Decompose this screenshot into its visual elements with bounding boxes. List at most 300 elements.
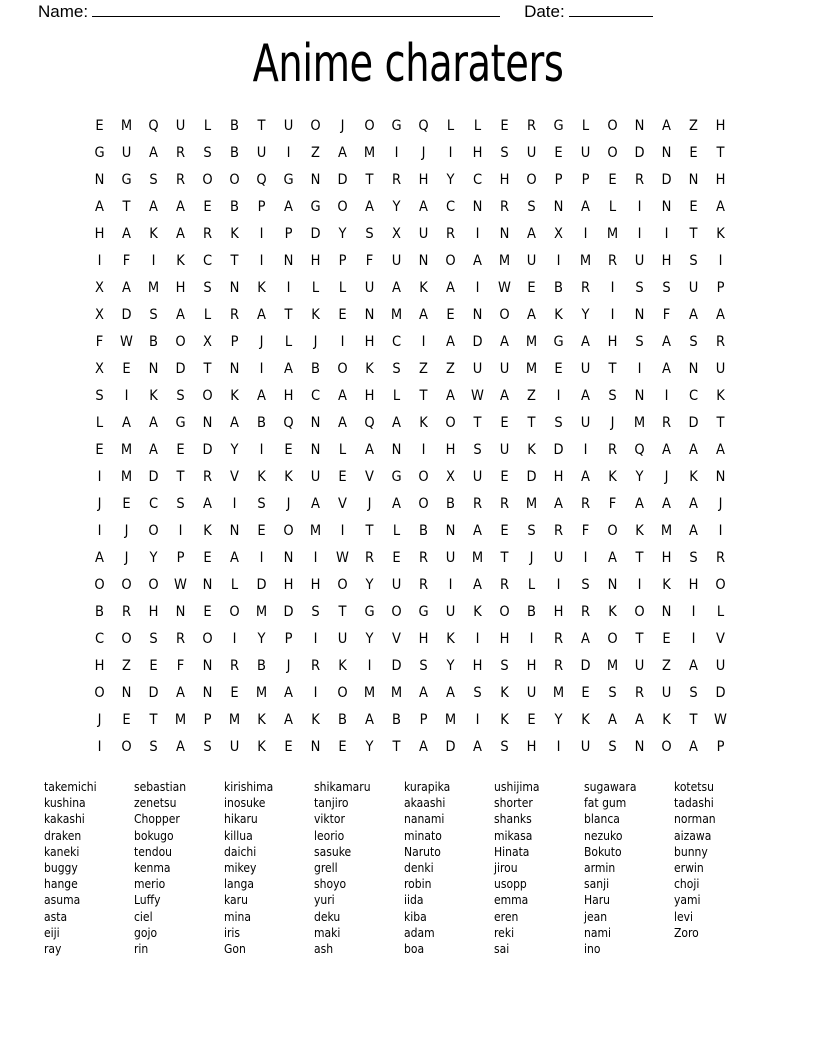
word-list-item[interactable]: nami <box>584 925 611 940</box>
grid-letter[interactable]: A <box>446 280 455 296</box>
grid-letter[interactable]: U <box>229 739 240 755</box>
grid-letter[interactable]: N <box>283 253 294 269</box>
grid-letter[interactable]: I <box>664 388 669 404</box>
grid-letter[interactable]: S <box>689 685 698 701</box>
word-list-item[interactable]: karu <box>224 893 248 908</box>
grid-letter[interactable]: A <box>365 712 374 728</box>
word-list-item[interactable]: shorter <box>494 796 533 811</box>
grid-letter[interactable]: T <box>635 631 644 647</box>
grid-letter[interactable]: O <box>364 118 375 134</box>
grid-letter[interactable]: A <box>581 469 590 485</box>
grid-letter[interactable]: A <box>176 226 185 242</box>
grid-letter[interactable]: I <box>97 469 102 485</box>
grid-letter[interactable]: R <box>634 172 645 188</box>
grid-letter[interactable]: K <box>554 307 563 323</box>
grid-letter[interactable]: R <box>580 496 591 512</box>
grid-letter[interactable]: E <box>95 442 104 458</box>
word-list-item[interactable]: shoyo <box>314 877 347 892</box>
grid-letter[interactable]: T <box>338 604 347 620</box>
grid-letter[interactable]: Z <box>122 658 131 674</box>
word-list-item[interactable]: shanks <box>494 812 532 827</box>
grid-letter[interactable]: I <box>97 253 102 269</box>
grid-letter[interactable]: U <box>526 145 537 161</box>
grid-letter[interactable]: O <box>418 469 429 485</box>
grid-letter[interactable]: V <box>338 496 347 512</box>
grid-letter[interactable]: E <box>392 550 401 566</box>
grid-letter[interactable]: J <box>664 469 669 485</box>
grid-letter[interactable]: T <box>257 118 266 134</box>
grid-letter[interactable]: A <box>716 442 725 458</box>
grid-letter[interactable]: I <box>448 577 453 593</box>
grid-letter[interactable]: S <box>500 658 509 674</box>
grid-letter[interactable]: I <box>421 442 426 458</box>
grid-letter[interactable]: E <box>122 361 131 377</box>
grid-letter[interactable]: A <box>689 739 698 755</box>
grid-letter[interactable]: U <box>688 280 699 296</box>
grid-letter[interactable]: A <box>689 658 698 674</box>
grid-letter[interactable]: A <box>122 280 131 296</box>
grid-letter[interactable]: R <box>499 199 510 215</box>
grid-letter[interactable]: E <box>284 739 293 755</box>
grid-letter[interactable]: I <box>448 145 453 161</box>
grid-letter[interactable]: A <box>473 523 482 539</box>
word-list-item[interactable]: mikasa <box>494 828 533 843</box>
word-list-item[interactable]: denki <box>404 860 434 875</box>
grid-letter[interactable]: R <box>121 604 132 620</box>
grid-letter[interactable]: L <box>392 388 401 404</box>
grid-letter[interactable]: D <box>553 442 564 458</box>
grid-letter[interactable]: L <box>311 280 320 296</box>
grid-letter[interactable]: N <box>175 604 186 620</box>
grid-letter[interactable]: S <box>608 685 617 701</box>
grid-letter[interactable]: V <box>392 631 401 647</box>
grid-letter[interactable]: K <box>149 388 158 404</box>
grid-letter[interactable]: N <box>391 442 402 458</box>
grid-letter[interactable]: A <box>284 199 293 215</box>
grid-letter[interactable]: O <box>148 523 159 539</box>
grid-letter[interactable]: Z <box>689 118 698 134</box>
grid-letter[interactable]: R <box>364 550 375 566</box>
grid-letter[interactable]: R <box>418 550 429 566</box>
grid-letter[interactable]: U <box>364 280 375 296</box>
grid-letter[interactable]: A <box>527 226 536 242</box>
grid-letter[interactable]: E <box>122 496 131 512</box>
grid-letter[interactable]: B <box>257 658 266 674</box>
grid-letter[interactable]: H <box>661 550 672 566</box>
grid-letter[interactable]: J <box>610 415 615 431</box>
word-list-item[interactable]: ushijima <box>494 780 540 794</box>
grid-letter[interactable]: Q <box>256 172 267 188</box>
grid-letter[interactable]: W <box>120 334 133 350</box>
grid-letter[interactable]: A <box>689 496 698 512</box>
word-list-item[interactable]: kakashi <box>44 812 85 827</box>
grid-letter[interactable]: U <box>418 226 429 242</box>
grid-letter[interactable]: T <box>689 712 698 728</box>
grid-letter[interactable]: P <box>419 712 428 728</box>
grid-letter[interactable]: N <box>229 523 240 539</box>
grid-letter[interactable]: Y <box>365 577 374 593</box>
grid-letter[interactable]: R <box>175 631 186 647</box>
grid-letter[interactable]: H <box>526 739 537 755</box>
grid-letter[interactable]: R <box>229 307 240 323</box>
grid-letter[interactable]: J <box>421 145 426 161</box>
grid-letter[interactable]: I <box>637 199 642 215</box>
grid-letter[interactable]: G <box>283 172 294 188</box>
word-list-item[interactable]: blanca <box>584 812 620 827</box>
grid-letter[interactable]: U <box>337 631 348 647</box>
grid-letter[interactable]: H <box>553 469 564 485</box>
grid-letter[interactable]: H <box>472 658 483 674</box>
grid-letter[interactable]: S <box>149 172 158 188</box>
grid-letter[interactable]: H <box>715 172 726 188</box>
grid-letter[interactable]: K <box>365 361 374 377</box>
grid-letter[interactable]: Q <box>364 415 375 431</box>
grid-letter[interactable]: D <box>634 145 645 161</box>
grid-letter[interactable]: S <box>473 442 482 458</box>
grid-letter[interactable]: J <box>718 496 723 512</box>
grid-letter[interactable]: A <box>662 361 671 377</box>
grid-letter[interactable]: H <box>94 658 105 674</box>
grid-letter[interactable]: E <box>662 631 671 647</box>
grid-letter[interactable]: K <box>635 523 644 539</box>
grid-letter[interactable]: L <box>581 118 590 134</box>
word-list-item[interactable]: killua <box>224 828 253 843</box>
grid-letter[interactable]: K <box>230 388 239 404</box>
grid-letter[interactable]: R <box>580 604 591 620</box>
grid-letter[interactable]: A <box>284 712 293 728</box>
grid-letter[interactable]: I <box>232 631 237 647</box>
grid-letter[interactable]: P <box>203 712 212 728</box>
word-list-item[interactable]: nezuko <box>584 828 623 843</box>
grid-letter[interactable]: L <box>203 118 212 134</box>
grid-letter[interactable]: I <box>313 685 318 701</box>
grid-letter[interactable]: Q <box>418 118 429 134</box>
grid-letter[interactable]: H <box>661 253 672 269</box>
grid-letter[interactable]: U <box>553 550 564 566</box>
grid-letter[interactable]: A <box>716 307 725 323</box>
grid-letter[interactable]: J <box>367 496 372 512</box>
grid-letter[interactable]: A <box>176 739 185 755</box>
grid-letter[interactable]: R <box>175 145 186 161</box>
grid-letter[interactable]: H <box>472 145 483 161</box>
grid-letter[interactable]: M <box>444 712 457 728</box>
grid-letter[interactable]: E <box>176 442 185 458</box>
grid-letter[interactable]: I <box>475 280 480 296</box>
grid-letter[interactable]: R <box>526 118 537 134</box>
word-list-item[interactable]: rin <box>134 941 149 956</box>
grid-letter[interactable]: Z <box>527 388 536 404</box>
grid-letter[interactable]: A <box>338 388 347 404</box>
grid-letter[interactable]: U <box>634 658 645 674</box>
grid-letter[interactable]: B <box>554 280 563 296</box>
grid-letter[interactable]: R <box>553 631 564 647</box>
grid-letter[interactable]: N <box>472 307 483 323</box>
grid-letter[interactable]: R <box>634 685 645 701</box>
grid-letter[interactable]: I <box>637 226 642 242</box>
grid-letter[interactable]: D <box>256 577 267 593</box>
grid-letter[interactable]: U <box>175 118 186 134</box>
grid-letter[interactable]: A <box>149 415 158 431</box>
grid-letter[interactable]: A <box>716 199 725 215</box>
grid-letter[interactable]: T <box>230 253 239 269</box>
grid-letter[interactable]: U <box>256 145 267 161</box>
word-list-item[interactable]: robin <box>404 877 432 892</box>
grid-letter[interactable]: S <box>689 550 698 566</box>
grid-letter[interactable]: Y <box>446 658 455 674</box>
grid-letter[interactable]: A <box>230 550 239 566</box>
grid-letter[interactable]: N <box>229 280 240 296</box>
grid-letter[interactable]: N <box>121 685 132 701</box>
grid-letter[interactable]: C <box>310 388 321 404</box>
grid-letter[interactable]: I <box>637 577 642 593</box>
grid-letter[interactable]: R <box>175 172 186 188</box>
grid-letter[interactable]: S <box>176 496 185 512</box>
grid-letter[interactable]: R <box>310 658 321 674</box>
grid-letter[interactable]: M <box>525 334 538 350</box>
grid-letter[interactable]: G <box>418 604 429 620</box>
grid-letter[interactable]: N <box>661 604 672 620</box>
word-list-item[interactable]: langa <box>224 877 254 892</box>
grid-letter[interactable]: M <box>390 307 403 323</box>
word-list-item[interactable]: leorio <box>314 828 345 843</box>
word-list-item[interactable]: fat gum <box>584 796 627 811</box>
grid-letter[interactable]: O <box>283 523 294 539</box>
grid-letter[interactable]: K <box>689 469 698 485</box>
grid-letter[interactable]: A <box>392 496 401 512</box>
grid-letter[interactable]: H <box>526 658 537 674</box>
grid-letter[interactable]: B <box>95 604 104 620</box>
grid-letter[interactable]: Q <box>634 442 645 458</box>
grid-letter[interactable]: E <box>338 307 347 323</box>
grid-letter[interactable]: M <box>606 658 619 674</box>
grid-letter[interactable]: C <box>94 631 105 647</box>
word-list-item[interactable]: draken <box>44 828 82 843</box>
grid-letter[interactable]: W <box>174 577 187 593</box>
grid-letter[interactable]: S <box>392 361 401 377</box>
grid-letter[interactable]: B <box>149 334 158 350</box>
grid-letter[interactable]: M <box>390 685 403 701</box>
word-list-item[interactable]: armin <box>584 860 616 875</box>
grid-letter[interactable]: O <box>607 118 618 134</box>
grid-letter[interactable]: J <box>124 523 129 539</box>
grid-letter[interactable]: H <box>310 577 321 593</box>
grid-letter[interactable]: N <box>634 388 645 404</box>
grid-letter[interactable]: E <box>554 361 563 377</box>
grid-letter[interactable]: N <box>148 361 159 377</box>
grid-letter[interactable]: K <box>257 712 266 728</box>
grid-letter[interactable]: R <box>715 334 726 350</box>
grid-letter[interactable]: E <box>446 307 455 323</box>
grid-letter[interactable]: A <box>95 550 104 566</box>
grid-letter[interactable]: I <box>232 496 237 512</box>
word-list-item[interactable]: adam <box>404 925 435 940</box>
word-list-item[interactable]: viktor <box>314 812 345 827</box>
grid-letter[interactable]: E <box>203 604 212 620</box>
grid-letter[interactable]: L <box>473 118 482 134</box>
grid-letter[interactable]: N <box>418 253 429 269</box>
grid-letter[interactable]: X <box>95 361 104 377</box>
grid-letter[interactable]: H <box>94 226 105 242</box>
grid-letter[interactable]: H <box>310 253 321 269</box>
grid-letter[interactable]: D <box>526 469 537 485</box>
grid-letter[interactable]: A <box>419 739 428 755</box>
grid-letter[interactable]: F <box>176 658 185 674</box>
grid-letter[interactable]: T <box>527 415 536 431</box>
word-list-item[interactable]: zenetsu <box>134 796 177 811</box>
grid-letter[interactable]: R <box>580 280 591 296</box>
grid-letter[interactable]: M <box>363 145 376 161</box>
word-list-item[interactable]: gojo <box>134 925 158 940</box>
grid-letter[interactable]: J <box>529 550 534 566</box>
grid-letter[interactable]: R <box>607 253 618 269</box>
grid-letter[interactable]: A <box>473 253 482 269</box>
grid-letter[interactable]: B <box>230 199 239 215</box>
grid-letter[interactable]: W <box>336 550 349 566</box>
grid-letter[interactable]: V <box>716 631 725 647</box>
grid-letter[interactable]: T <box>716 415 725 431</box>
grid-letter[interactable]: H <box>607 334 618 350</box>
grid-letter[interactable]: K <box>311 712 320 728</box>
grid-letter[interactable]: A <box>662 496 671 512</box>
grid-letter[interactable]: P <box>554 172 563 188</box>
grid-letter[interactable]: S <box>689 253 698 269</box>
grid-letter[interactable]: M <box>552 685 565 701</box>
grid-letter[interactable]: P <box>716 739 725 755</box>
grid-letter[interactable]: S <box>149 631 158 647</box>
grid-letter[interactable]: U <box>472 469 483 485</box>
grid-letter[interactable]: D <box>310 226 321 242</box>
grid-letter[interactable]: M <box>120 442 133 458</box>
grid-letter[interactable]: P <box>230 334 239 350</box>
grid-letter[interactable]: I <box>718 253 723 269</box>
grid-letter[interactable]: T <box>419 388 428 404</box>
grid-letter[interactable]: U <box>526 685 537 701</box>
grid-letter[interactable]: M <box>255 685 268 701</box>
grid-letter[interactable]: T <box>473 415 482 431</box>
grid-letter[interactable]: A <box>581 631 590 647</box>
grid-letter[interactable]: M <box>633 415 646 431</box>
grid-letter[interactable]: R <box>499 496 510 512</box>
word-list-item[interactable]: Luffy <box>134 893 161 908</box>
grid-letter[interactable]: G <box>175 415 186 431</box>
grid-letter[interactable]: M <box>498 253 511 269</box>
grid-letter[interactable]: E <box>608 172 617 188</box>
word-list-item[interactable]: norman <box>674 812 716 827</box>
grid-letter[interactable]: K <box>446 631 455 647</box>
grid-letter[interactable]: B <box>338 712 347 728</box>
grid-letter[interactable]: W <box>714 712 727 728</box>
word-list-item[interactable]: sai <box>494 941 510 956</box>
grid-letter[interactable]: L <box>95 415 104 431</box>
grid-letter[interactable]: I <box>475 712 480 728</box>
word-list-item[interactable]: Gon <box>224 941 246 956</box>
grid-letter[interactable]: D <box>472 334 483 350</box>
word-list-item[interactable]: asta <box>44 909 68 924</box>
grid-letter[interactable]: K <box>473 604 482 620</box>
word-list-item[interactable]: buggy <box>44 860 78 875</box>
grid-letter[interactable]: O <box>661 739 672 755</box>
grid-letter[interactable]: H <box>715 118 726 134</box>
grid-letter[interactable]: A <box>608 550 617 566</box>
word-list-item[interactable]: mikey <box>224 860 257 875</box>
grid-letter[interactable]: K <box>716 388 725 404</box>
grid-letter[interactable]: T <box>365 172 374 188</box>
grid-letter[interactable]: H <box>418 631 429 647</box>
grid-letter[interactable]: B <box>446 496 455 512</box>
grid-letter[interactable]: E <box>689 199 698 215</box>
grid-letter[interactable]: G <box>553 118 564 134</box>
grid-letter[interactable]: R <box>553 658 564 674</box>
grid-letter[interactable]: T <box>122 199 131 215</box>
grid-letter[interactable]: J <box>286 658 291 674</box>
grid-letter[interactable]: D <box>148 469 159 485</box>
grid-letter[interactable]: J <box>124 550 129 566</box>
word-list-item[interactable]: sebastian <box>134 780 187 794</box>
grid-letter[interactable]: Y <box>446 172 455 188</box>
grid-letter[interactable]: B <box>230 145 239 161</box>
word-list-item[interactable]: kurapika <box>404 780 451 794</box>
grid-letter[interactable]: A <box>581 334 590 350</box>
grid-letter[interactable]: R <box>202 469 213 485</box>
grid-letter[interactable]: B <box>230 118 239 134</box>
grid-letter[interactable]: U <box>445 604 456 620</box>
grid-letter[interactable]: A <box>365 199 374 215</box>
grid-letter[interactable]: R <box>229 658 240 674</box>
grid-letter[interactable]: O <box>121 739 132 755</box>
grid-letter[interactable]: K <box>257 739 266 755</box>
grid-letter[interactable]: O <box>445 253 456 269</box>
grid-letter[interactable]: Z <box>662 658 671 674</box>
grid-letter[interactable]: Y <box>392 199 401 215</box>
grid-letter[interactable]: A <box>203 496 212 512</box>
grid-letter[interactable]: A <box>446 388 455 404</box>
word-list-item[interactable]: daichi <box>224 844 257 859</box>
word-list-item[interactable]: kiba <box>404 909 427 924</box>
grid-letter[interactable]: S <box>149 739 158 755</box>
grid-letter[interactable]: O <box>229 604 240 620</box>
grid-letter[interactable]: A <box>419 307 428 323</box>
grid-letter[interactable]: C <box>391 334 402 350</box>
grid-letter[interactable]: A <box>392 280 401 296</box>
grid-letter[interactable]: Y <box>635 469 644 485</box>
grid-letter[interactable]: U <box>283 118 294 134</box>
grid-letter[interactable]: H <box>688 577 699 593</box>
word-list-item[interactable]: mina <box>224 909 251 924</box>
grid-letter[interactable]: Y <box>257 631 266 647</box>
grid-letter[interactable]: M <box>471 550 484 566</box>
grid-letter[interactable]: O <box>94 577 105 593</box>
grid-letter[interactable]: U <box>580 145 591 161</box>
grid-letter[interactable]: K <box>203 523 212 539</box>
grid-letter[interactable]: B <box>392 712 401 728</box>
grid-letter[interactable]: N <box>634 118 645 134</box>
grid-letter[interactable]: F <box>365 253 374 269</box>
grid-letter[interactable]: Y <box>365 631 374 647</box>
grid-letter[interactable]: I <box>718 523 723 539</box>
grid-letter[interactable]: G <box>391 118 402 134</box>
grid-letter[interactable]: P <box>284 226 293 242</box>
word-list-item[interactable]: grell <box>314 860 338 875</box>
grid-letter[interactable]: B <box>419 523 428 539</box>
grid-letter[interactable]: O <box>418 496 429 512</box>
grid-letter[interactable]: D <box>445 739 456 755</box>
grid-letter[interactable]: A <box>662 442 671 458</box>
grid-letter[interactable]: A <box>149 442 158 458</box>
grid-letter[interactable]: D <box>661 172 672 188</box>
grid-letter[interactable]: S <box>635 334 644 350</box>
grid-letter[interactable]: M <box>606 226 619 242</box>
grid-letter[interactable]: A <box>122 226 131 242</box>
